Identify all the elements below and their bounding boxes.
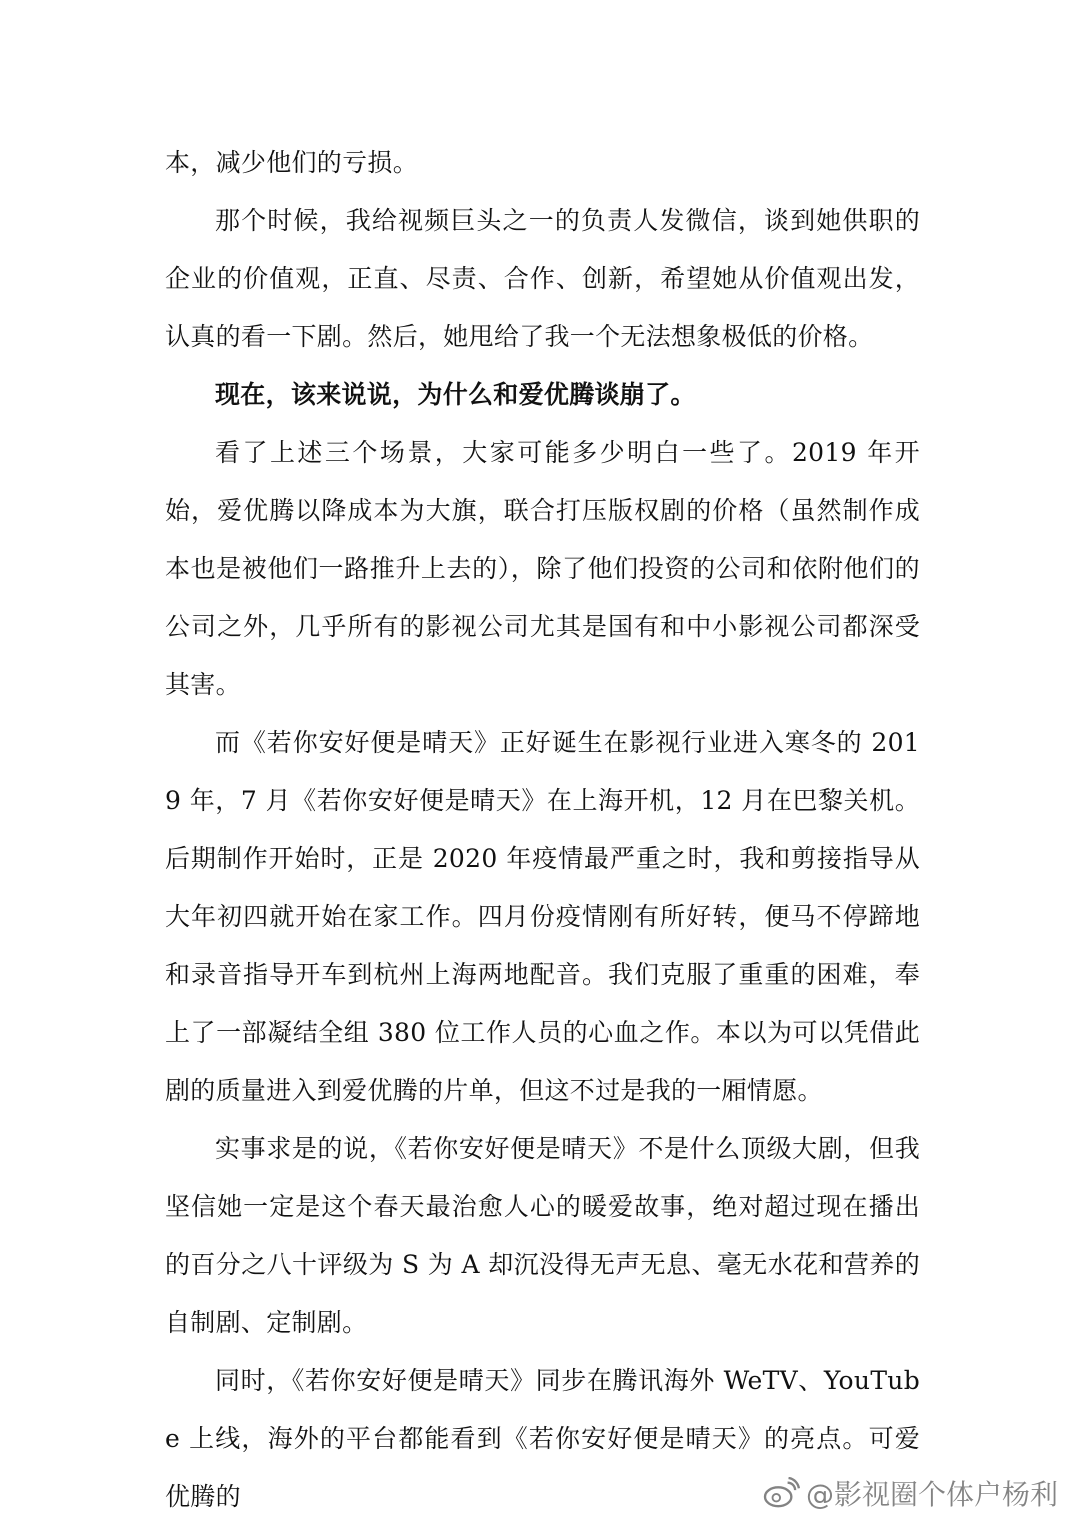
paragraph: 那个时候，我给视频巨头之一的负责人发微信，谈到她供职的企业的价值观，正直、尽责、合作、创新，希望她从价值观出发，认真的看一下剧。然后，她甩给了我一个无法想象极低的价格。 <box>165 206 920 351</box>
weibo-icon <box>762 1477 800 1509</box>
watermark-text: @影视圈个体户杨利 <box>805 1478 1058 1511</box>
paragraph: 实事求是的说，《若你安好便是晴天》不是什么顶级大剧，但我坚信她一定是这个春天最治愈人心的暖爱故事，绝对超过现在播出的百分之八十评级为 S 为 A 却沉没得无声无息、毫无水花和营养的自制剧、定制剧。 <box>165 1134 920 1337</box>
paragraph: 看了上述三个场景，大家可能多少明白一些了。2019 年开始，爱优腾以降成本为大旗，联合打压版权剧的价格（虽然制作成本也是被他们一路推升上去的），除了他们投资的公司和依附他们的公司之外，几乎所有的影视公司尤其是国有和中小影视公司都深受其害。 <box>165 438 920 699</box>
paragraph: 而《若你安好便是晴天》正好诞生在影视行业进入寒冬的 2019 年，7 月《若你安好便是晴天》在上海开机，12 月在巴黎关机。后期制作开始时，正是 2020 年疫情最严重之时，我和剪接指导从大年初四就开始在家工作。四月份疫情刚有所好转，便马不停蹄地和录音指导开车到杭州上海两地配音。我们克服了重重的困难，奉上了一部凝结全组 380 位工作人员的心血之作。本以为可以凭借此剧的质量进入到爱优腾的片单，但这不过是我的一厢情愿。 <box>165 728 920 1105</box>
document-body <box>165 134 920 1526</box>
weibo-watermark <box>762 1473 1058 1513</box>
paragraph: 同时，《若你安好便是晴天》同步在腾讯海外 WeTV、YouTube 上线，海外的平台都能看到《若你安好便是晴天》的亮点。可爱优腾的 <box>165 1366 920 1511</box>
paragraph-bold-heading: 现在，该来说说，为什么和爱优腾谈崩了。 <box>215 380 696 409</box>
paragraph: 本，减少他们的亏损。 <box>165 148 419 177</box>
